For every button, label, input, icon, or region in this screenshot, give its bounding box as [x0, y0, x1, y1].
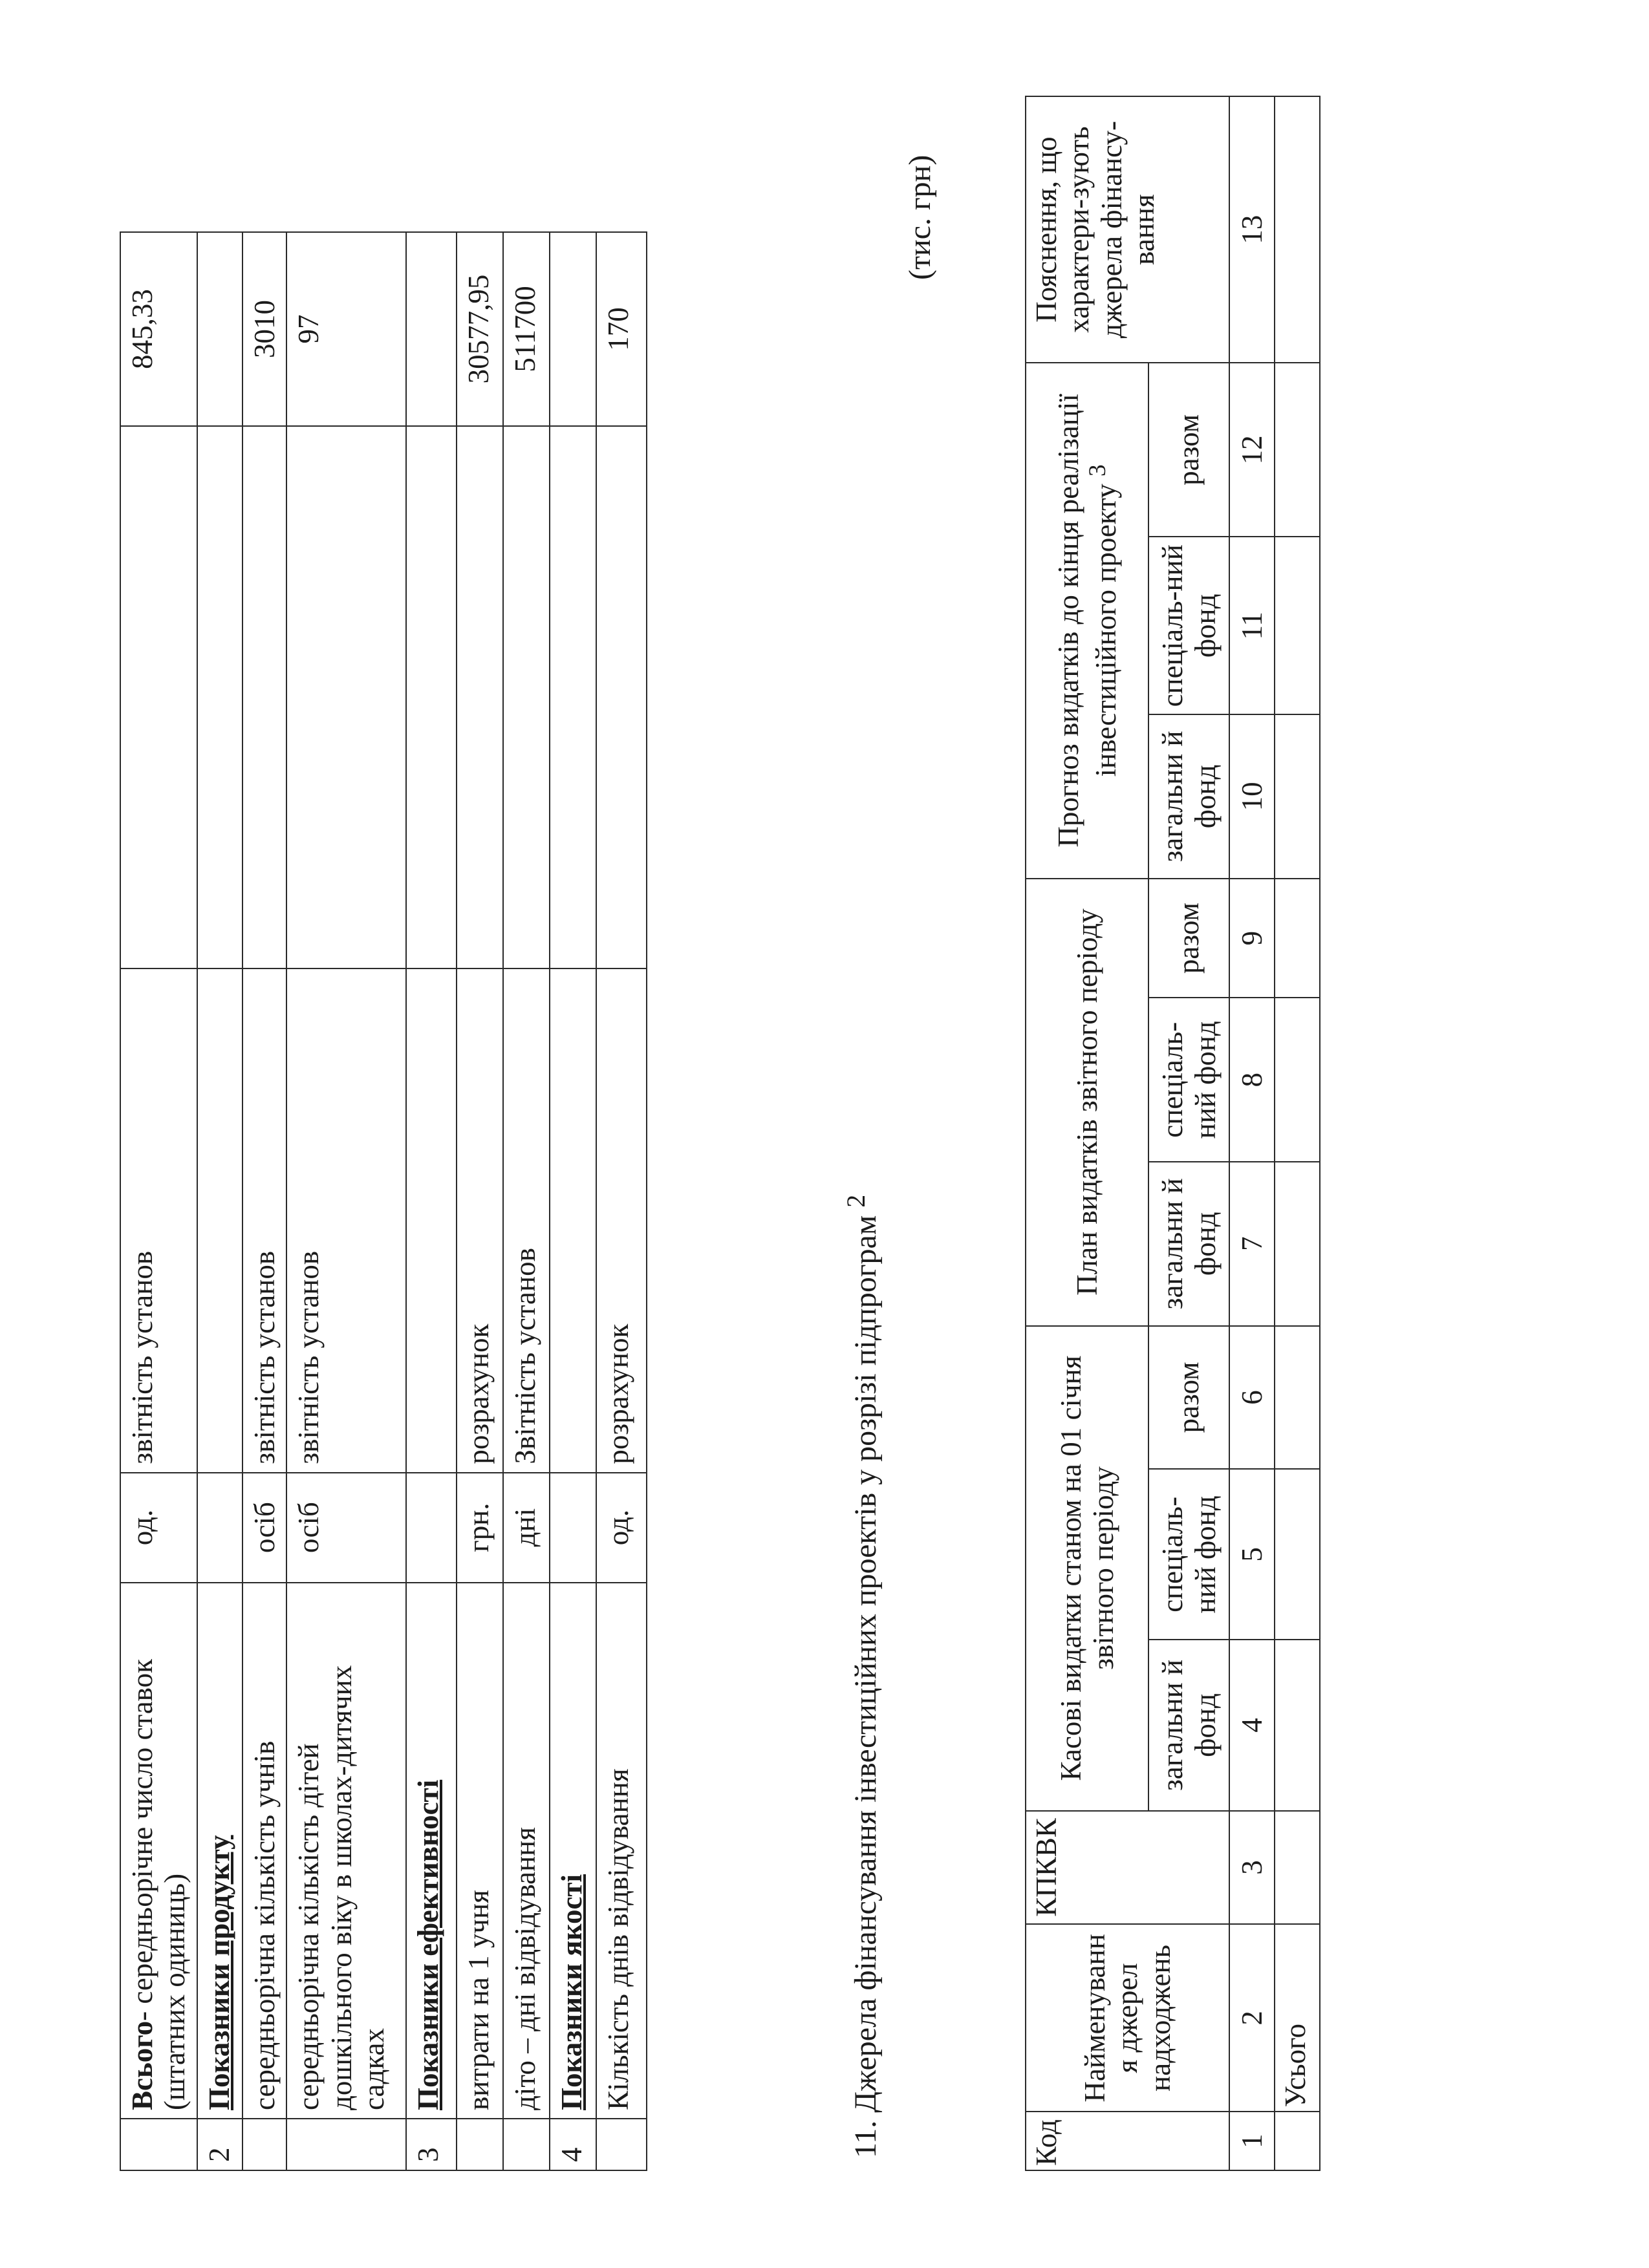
section-heading — [197, 1583, 242, 2119]
section-heading — [406, 1583, 457, 2119]
investment-table — [1025, 96, 1320, 2171]
source-cell: розрахунок — [596, 968, 647, 1472]
row-number: 2 — [197, 2119, 242, 2170]
empty-cell — [242, 426, 286, 968]
subheader-general-fund: загальни й фонд — [1148, 1640, 1229, 1810]
table-row — [457, 232, 503, 2170]
empty-cell — [1275, 1162, 1320, 1326]
empty-cell — [286, 426, 406, 968]
unit-cell — [197, 1473, 242, 1583]
column-number: 7 — [1229, 1162, 1275, 1326]
value-cell: 97 — [286, 232, 406, 426]
value-cell: 30577,95 — [457, 232, 503, 426]
column-number: 8 — [1229, 998, 1275, 1162]
value-cell — [406, 232, 457, 426]
source-cell: розрахунок — [457, 968, 503, 1472]
header-kpkvk: КПКВК — [1026, 1811, 1229, 1925]
table-row — [242, 232, 286, 2170]
value-cell — [197, 232, 242, 426]
section-heading-text: Показники продукту — [202, 1835, 235, 2111]
empty-cell — [406, 426, 457, 968]
subheader-total: разом — [1148, 879, 1229, 998]
empty-cell — [1275, 1811, 1320, 1925]
indicator-name: діто – дні відвідування — [503, 1583, 550, 2119]
subheader-special-fund: спеціаль-ний фонд — [1148, 537, 1229, 714]
section-heading — [550, 1583, 596, 2119]
source-cell — [406, 968, 457, 1472]
value-cell: 511700 — [503, 232, 550, 426]
subheader-special-fund: спеціаль-ний фонд — [1148, 998, 1229, 1162]
section-11-caption-text: 11. Джерела фінансування інвестиційних проектів у розрізі підпрограм — [848, 1215, 883, 2158]
unit-cell: од. — [596, 1473, 647, 1583]
indicator-name: витрати на 1 учня — [457, 1583, 503, 2119]
empty-cell — [550, 426, 596, 968]
empty-cell — [1275, 96, 1320, 363]
empty-cell — [1275, 714, 1320, 879]
header-forecast-text: Прогноз видатків до кінця реалізації інвестиційного проекту — [1051, 394, 1122, 848]
table-row — [197, 232, 242, 2170]
table-row — [406, 232, 457, 2170]
empty-cell — [1275, 1640, 1320, 1810]
empty-cell — [596, 426, 647, 968]
total-label: Усього — [1275, 1924, 1320, 2112]
table-row — [286, 232, 406, 2170]
empty-cell — [1275, 998, 1320, 1162]
table-row — [550, 232, 596, 2170]
subheader-special-fund: спеціаль-ний фонд — [1148, 1469, 1229, 1640]
indicator-name — [120, 1583, 197, 2119]
source-cell — [197, 968, 242, 1472]
indicators-table — [120, 231, 647, 2171]
header-forecast-footnote: 3 — [1084, 464, 1111, 477]
value-cell: 170 — [596, 232, 647, 426]
source-cell: звітність установ — [286, 968, 406, 1472]
row-number: 3 — [406, 2119, 457, 2170]
unit-cell: осіб — [286, 1473, 406, 1583]
source-cell — [550, 968, 596, 1472]
indicator-name-bold: Всього — [126, 2020, 158, 2111]
header-explanation: Пояснення, що характери-зують джерела фінансу-вання — [1026, 96, 1229, 363]
empty-cell — [197, 426, 242, 968]
indicator-name: середньорічна кількість учнів — [242, 1583, 286, 2119]
column-number: 3 — [1229, 1811, 1275, 1925]
empty-cell — [1275, 1326, 1320, 1470]
empty-cell — [1275, 2112, 1320, 2170]
source-cell: Звітність установ — [503, 968, 550, 1472]
column-number: 10 — [1229, 714, 1275, 879]
indicator-name-rest: - середньорічне число ставок (штатних одиниць) — [126, 1659, 191, 2111]
unit-cell — [406, 1473, 457, 1583]
column-number: 2 — [1229, 1924, 1275, 2112]
column-number: 9 — [1229, 879, 1275, 998]
unit-cell — [550, 1473, 596, 1583]
row-number — [596, 2119, 647, 2170]
header-source-name: Найменуванн я джерел надходжень — [1026, 1924, 1229, 2112]
empty-cell — [1275, 537, 1320, 714]
empty-cell — [503, 426, 550, 968]
column-number: 4 — [1229, 1640, 1275, 1810]
section-11-footnote-mark: 2 — [841, 1194, 870, 1208]
column-number: 1 — [1229, 2112, 1275, 2170]
header-row — [1026, 96, 1148, 2170]
empty-cell — [1275, 363, 1320, 537]
empty-cell — [120, 426, 197, 968]
section-heading-text: Показники якості — [555, 1874, 588, 2111]
subheader-total: разом — [1148, 363, 1229, 537]
column-number: 12 — [1229, 363, 1275, 537]
table-row — [120, 232, 197, 2170]
header-code: Код — [1026, 2112, 1229, 2170]
column-number: 6 — [1229, 1326, 1275, 1470]
unit-cell: од. — [120, 1473, 197, 1583]
row-number — [286, 2119, 406, 2170]
column-number-row — [1229, 96, 1275, 2170]
row-number — [503, 2119, 550, 2170]
empty-cell — [1275, 879, 1320, 998]
unit-cell: дні — [503, 1473, 550, 1583]
subheader-total: разом — [1148, 1326, 1229, 1470]
row-number: 4 — [550, 2119, 596, 2170]
unit-cell: осіб — [242, 1473, 286, 1583]
section-heading-text: Показники ефективності — [412, 1779, 445, 2111]
indicator-name: середньорічна кількість дітей дошкільного віку в школах-дитячих садках — [286, 1583, 406, 2119]
value-cell: 3010 — [242, 232, 286, 426]
column-number: 11 — [1229, 537, 1275, 714]
row-number — [457, 2119, 503, 2170]
header-forecast-expenses — [1026, 363, 1148, 879]
section-11-caption — [841, 1195, 883, 2158]
header-plan-expenses: План видатків звітного періоду — [1026, 879, 1148, 1326]
unit-note: (тис. грн) — [903, 155, 937, 280]
table-row — [596, 232, 647, 2170]
subheader-general-fund: загальни й фонд — [1148, 1162, 1229, 1326]
table-row — [503, 232, 550, 2170]
value-cell — [550, 232, 596, 426]
row-number — [242, 2119, 286, 2170]
subheader-general-fund: загальни й фонд — [1148, 714, 1229, 879]
source-cell: звітність установ — [242, 968, 286, 1472]
value-cell: 845,33 — [120, 232, 197, 426]
source-cell: звітність установ — [120, 968, 197, 1472]
row-number — [120, 2119, 197, 2170]
empty-cell — [457, 426, 503, 968]
total-row — [1275, 96, 1320, 2170]
column-number: 13 — [1229, 96, 1275, 363]
column-number: 5 — [1229, 1469, 1275, 1640]
indicator-name: Кількість днів відвідування — [596, 1583, 647, 2119]
empty-cell — [1275, 1469, 1320, 1640]
unit-cell: грн. — [457, 1473, 503, 1583]
header-cash-expenses: Касові видатки станом на 01 січня звітного періоду — [1026, 1326, 1148, 1811]
